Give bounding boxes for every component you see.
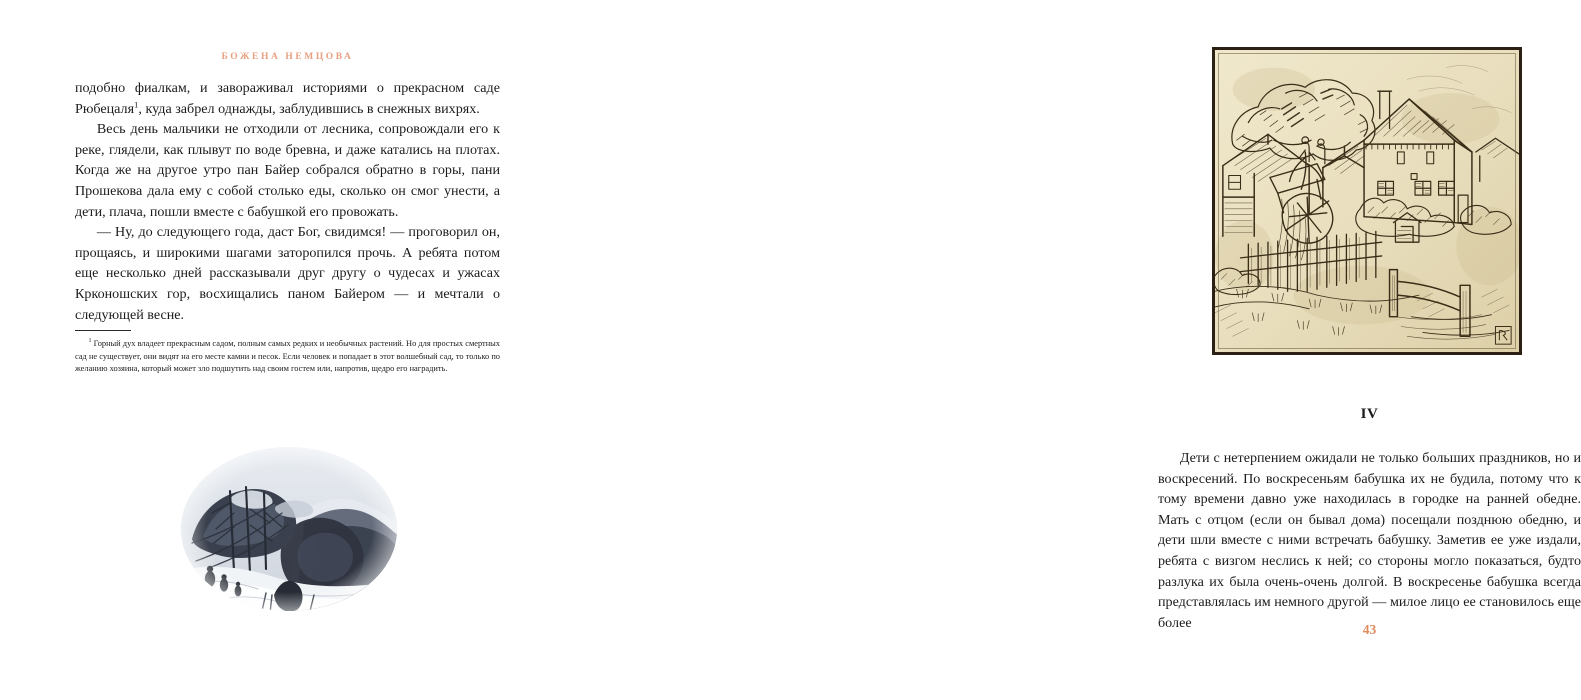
paragraph <box>75 78 500 119</box>
paragraph-text: подобно фиалкам, и завораживал историями о прекрасном саде Рюбецаля <box>75 80 500 117</box>
footnote-block <box>75 330 500 376</box>
left-page-text-column <box>75 78 500 325</box>
paragraph-text-tail: , куда забрел однажды, заблудившись в снежных вихрях. <box>138 100 480 117</box>
page-number: 43 <box>1362 622 1377 637</box>
running-head: БОЖЕНА НЕМЦОВА <box>221 52 354 62</box>
chapter-heading: IV <box>1360 406 1379 422</box>
footnote-text: Горный дух владеет прекрасным садом, полным самых редких и необычных растений. Но для простых смертных сад не существует, они видят на его месте камни и песок. Если человек и попадает в этот волшебный сад, то только по желанию хозяина, который может зло подшутить над своим гостем или, напротив, щедро его наградить. <box>75 339 500 374</box>
left-page <box>0 0 550 700</box>
footnote-reference[interactable]: 1 <box>134 98 139 109</box>
watermill-house-illustration <box>1212 47 1522 355</box>
paragraph: — Ну, до следующего года, даст Бог, свидимся! — проговорил он, прощаясь, и широкими шагами заторопился прочь. А ребята потом еще несколько дней рассказывали друг другу о чудесах и ужасах Крконошских гор, восхищались паном Байером — и мечтали о следующей весне. <box>75 224 500 323</box>
oval-winter-landscape-vignette <box>178 443 400 615</box>
paragraph: Весь день мальчики не отходили от лесника, сопровождали его к реке, глядели, как плывут по воде бревна, и даже катались на плотах. Когда же на другое утро пан Байер собрался обратно в горы, пани Прошекова дала ему с собой столько еды, сколько он смог унести, а дети, плача, пошли вместе с бабушкой его провожать. <box>75 121 500 220</box>
paragraph: Дети с нетерпением ожидали не только больших праздников, но и воскресений. По воскресеньям бабушка их не будила, потому что к тому времени давно уже находилась в городке на ранней обедне. Мать с отцом (если он бывал дома) посещали позднюю обедню, и дети шли вместе с ними встречать бабушку. Заметив ее уже издали, ребята с визгом неслись к ней; со стороны могло показаться, будто разлука их была очень-очень долгой. В воскресенье бабушка всегда представлялась им немного другой — милое лицо ее становилось еще более <box>1158 450 1581 631</box>
right-page <box>550 0 1581 700</box>
right-page-text-column <box>1158 448 1581 633</box>
footnote-marker: 1 <box>88 338 92 345</box>
footnote <box>75 338 500 376</box>
footnote-separator-rule <box>75 330 131 331</box>
